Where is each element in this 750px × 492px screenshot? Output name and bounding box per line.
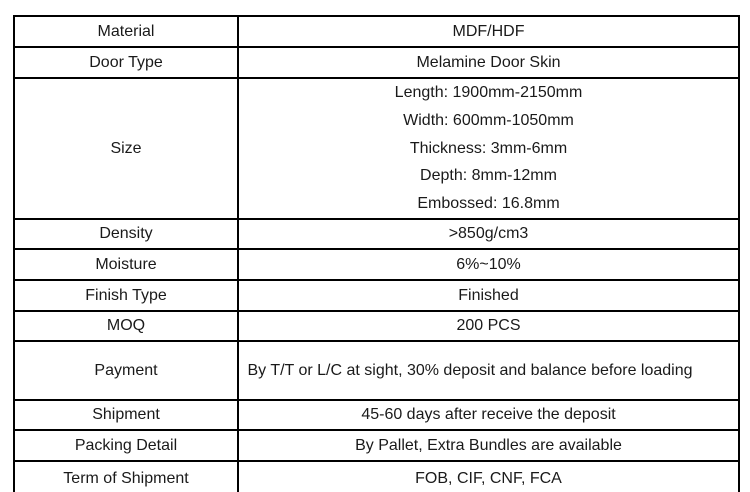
size-line-length: Length: 1900mm-2150mm [394, 84, 583, 101]
size-line-depth: Depth: 8mm-12mm [420, 167, 557, 185]
row-value-door-type: Melamine Door Skin [238, 47, 739, 78]
row-label-density: Density [14, 219, 238, 249]
row-value-moq: 200 PCS [238, 311, 739, 341]
table-row-door-type [14, 47, 739, 78]
row-label-finish-type: Finish Type [14, 280, 238, 311]
row-label-term-of-shipment: Term of Shipment [14, 461, 238, 492]
row-value-density: >850g/cm3 [238, 219, 739, 249]
table-row-shipment [14, 400, 739, 430]
row-label-payment: Payment [14, 341, 238, 400]
row-label-moisture: Moisture [14, 249, 238, 280]
row-value-finish-type: Finished [238, 280, 739, 311]
row-label-moq: MOQ [14, 311, 238, 341]
row-label-shipment: Shipment [14, 400, 238, 430]
table-row-finish-type [14, 280, 739, 311]
row-label-size: Size [14, 78, 238, 219]
table-row-moisture [14, 249, 739, 280]
size-line-width: Width: 600mm-1050mm [403, 111, 574, 129]
size-line-thickness: Thickness: 3mm-6mm [409, 139, 568, 157]
table-row-payment [14, 341, 739, 400]
table-row-size [14, 78, 739, 219]
row-value-size [238, 78, 739, 219]
row-value-payment [238, 341, 739, 400]
row-value-material: MDF/HDF [238, 16, 739, 47]
product-spec-table [13, 15, 740, 492]
row-value-shipment: 45-60 days after receive the deposit [238, 400, 739, 430]
table-row-material [14, 16, 739, 47]
row-value-term-of-shipment: FOB, CIF, CNF, FCA [238, 461, 739, 492]
row-value-packing-detail: By Pallet, Extra Bundles are available [238, 430, 739, 461]
table-row-moq [14, 311, 739, 341]
size-line-embossed: Embossed: 16.8mm [417, 195, 560, 213]
row-label-door-type: Door Type [14, 47, 238, 78]
table-row-density [14, 219, 739, 249]
row-label-packing-detail: Packing Detail [14, 430, 238, 461]
row-value-moisture: 6%~10% [238, 249, 739, 280]
table-row-term-of-shipment [14, 461, 739, 492]
payment-text: By T/T or L/C at sight, 30% deposit and balance before loading [247, 361, 693, 379]
row-label-material: Material [14, 16, 238, 47]
table-row-packing-detail [14, 430, 739, 461]
